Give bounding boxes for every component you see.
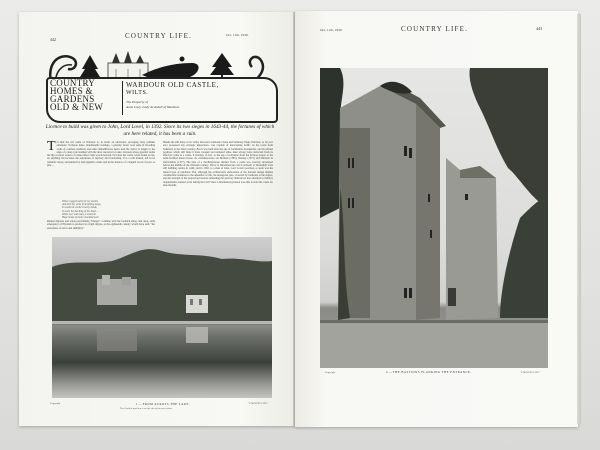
left-photo-caption: 1.—FROM ACROSS THE LAKE. bbox=[136, 402, 191, 406]
article-column-1 bbox=[47, 141, 155, 199]
article-column-2: Beside the still mere, in its valley between Cranborne Chase and Salisbury Plain, Wardour, so far as it ever possessed any strategic importance, was capable of intercepting traffic on the roads from Salisbury to the West Country. But it was built after the age of formidable strongholds, and its refined position, which still finds it more tranquil and rendered alike, must always have detracted from its effective value as a castle. It belongs, in fact, to the age of transition from the fortress proper to the semi-fortified manor house. Its contemporaries are Bodiam (1385), Nunney (1373) and Shirburn in Oxfordshire (1377). The idea of a dwelling-house distinct from a castle was scarcely developed before the middle of the fifteenth century. Dacre at Herstmonceux and Cromwell at Tattershall were still building castles in 1440, and in 1392, to a man of John, Lord Lovel's position, a castle was the natural type of residence. But, although the architectural elaboration of the internal design implies considerable attention to the amenities of life, the hexagonal plan, crowned by bartizans at the angles, and the strength of the projecting bastions defending the gateway indicate no less attention to military requirements. Indeed, even during the Civil Wars a determined garrison was able to hold the castle for nine months. bbox=[163, 141, 273, 187]
castle-photo-image bbox=[320, 68, 548, 368]
column-1-text: O find the old castle of Wardour is, in itself, an adventure, presaging truly sublime emotions. Tortuous lanes, innumerable turnings, a gloomy forest road sunk in brooding walls of conifers, hemlock and other umbelliferous herbs lead the visitor at length to the edge of a deep vale studded with the most ancestral of oaks, between whose gnarled stems the lily-covered waters of a lake reflect dark woods beyond. Not does the castle, when found at last, do anything but increase the sensations of mystery and foreboding. It is a ruin indeed, left in its romantic decay, surrounded by dark gigantic cedars and in the shadow of a tangled wood of yews. A pile— bbox=[47, 141, 155, 168]
poem-line: To sooth the castle's lonely shade, bbox=[62, 206, 98, 210]
left-page-number: 442 bbox=[50, 37, 56, 42]
series-line-2: HOMES & bbox=[50, 86, 93, 96]
banner-divider bbox=[122, 81, 123, 115]
right-photo-credit: Copyright bbox=[325, 371, 336, 374]
left-photo-credit: Copyright bbox=[50, 402, 61, 405]
left-photo-credit-right: "COUNTRY LIFE." bbox=[248, 402, 269, 405]
series-line-3: GARDENS bbox=[50, 94, 95, 104]
article-column-1-continued: Ruined impress and oriels proclaiming "Danger" combine with the Gothick abbey and deep, stark emergency of Elysium to produce in a high degree, as the eighteenth century would have said, "the sensations of terror and sublimity." bbox=[47, 220, 155, 230]
castle-photo bbox=[320, 68, 548, 368]
article-location: WILTS. bbox=[126, 90, 149, 96]
series-line-1: COUNTRY bbox=[50, 78, 96, 88]
right-photo-caption: 2.—THE BASTIONS FLANKING THE ENTRANCE. bbox=[386, 370, 472, 374]
poem-line: Where rugged walls the ivy mantle bbox=[62, 200, 98, 203]
standfirst: Licence to build was given to John, Lord Lovel, in 1392. Since its two sieges in 1643-44, the fortunes of which are here related, it has been a ruin. bbox=[45, 124, 275, 137]
property-line-2: Anne Lucy, Lady Arundell of Wardour. bbox=[126, 105, 180, 109]
poem-line: Huge heaps of hoary moulded wall. bbox=[62, 216, 100, 220]
poem-line: To soon the dwelling of the dead . . . bbox=[62, 209, 100, 213]
poem-quote bbox=[62, 200, 142, 219]
lake-photo bbox=[52, 237, 272, 398]
series-line-4: OLD & NEW bbox=[50, 102, 104, 112]
lake-photo-image bbox=[52, 237, 272, 398]
right-photo-credit-right: "COUNTRY LIFE." bbox=[520, 371, 541, 374]
right-running-head: COUNTRY LIFE. bbox=[401, 25, 469, 33]
series-title bbox=[50, 79, 103, 111]
left-date: Oct. 11th, 1930. bbox=[226, 33, 249, 37]
right-date: Oct. 11th, 1930. bbox=[320, 28, 343, 32]
left-photo-subcaption: The Gothick pavilion is on the site of the yew-house. bbox=[120, 407, 173, 410]
page-stack-edge bbox=[577, 14, 581, 424]
series-banner bbox=[46, 47, 274, 122]
drop-cap: T bbox=[47, 141, 56, 154]
poem-line: And with her arms from falling keeps, bbox=[62, 203, 102, 207]
property-line-1: The Property of bbox=[126, 100, 149, 104]
right-page-number: 443 bbox=[536, 26, 542, 31]
poem-line: While over and many a nook full bbox=[62, 212, 96, 216]
left-running-head: COUNTRY LIFE. bbox=[125, 32, 193, 40]
article-title: WARDOUR OLD CASTLE, bbox=[126, 81, 219, 89]
